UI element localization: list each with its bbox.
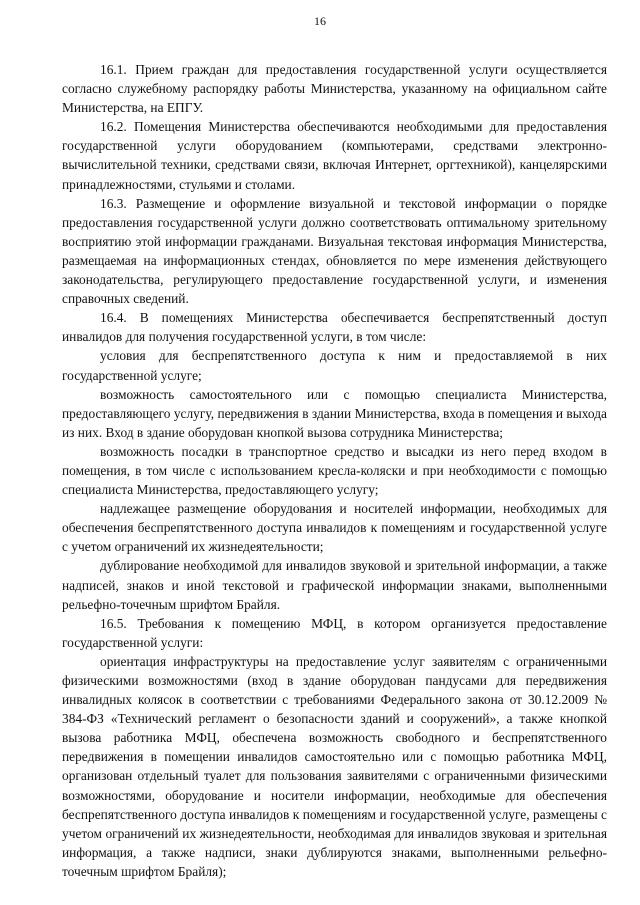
list-item-braille-duplication: дублирование необходимой для инвалидов звуковой и зрительной информации, а также надписей, знаков и иной текстовой и графической информации знаками, выполненными рельефно-точечным шрифтом Брайля. — [62, 558, 607, 612]
paragraph-16-3: 16.3. Размещение и оформление визуальной и текстовой информации о порядке предоставления государственной услуги должно соответствовать оптимальному зрительному восприятию этой информации гражданами. Визуальная текстовая информация Министерства, размещаемая на информационных стендах, обновляется по мере изменения действующего законодательства, регулирующего предоставление государственной услуги, и изменения справочных сведений. — [62, 195, 607, 307]
list-item-mfc-infrastructure: ориентация инфраструктуры на предоставление услуг заявителям с ограниченными физическими возможностями (вход в здание оборудован пандусами для передвижения инвалидных колясок в соответствии с требованиями Федерального закона от 30.12.2009 № 384-ФЗ «Технический регламент о безопасности зданий и сооружений», а также кнопкой вызова работника МФЦ, обеспечена возможность свободного и беспрепятственного передвижения в помещении инвалидов самостоятельно или с помощью работника МФЦ, организован отдельный туалет для пользования заявителями с ограниченными физическими возможностями, оборудование и носители информации, необходимые для обеспечения беспрепятственного доступа инвалидов к помещениям и государственной услуге, размещены с учетом ограничений их жизнедеятельности, необходимая для инвалидов звуковая и зрительная информация, а также надписи, знаки дублируются знаками, выполненными рельефно-точечным шрифтом Брайля); — [62, 653, 607, 879]
document-body — [62, 60, 607, 881]
paragraph-16-5: 16.5. Требования к помещению МФЦ, в котором организуется предоставление государственной услуги: — [62, 615, 607, 650]
paragraph-16-1: 16.1. Прием граждан для предоставления государственной услуги осуществляется согласно служебному распорядку работы Министерства, указанному на официальном сайте Министерства, на ЕПГУ. — [62, 62, 607, 116]
paragraph-16-2: 16.2. Помещения Министерства обеспечиваются необходимыми для предоставления государственной услуги оборудованием (компьютерами, средствами электронно-вычислительной техники, средствами связи, включая Интернет, оргтехникой), канцелярскими принадлежностями, стульями и столами. — [62, 119, 607, 192]
list-item-transport-boarding: возможность посадки в транспортное средство и высадки из него перед входом в помещения, в том числе с использованием кресла-коляски и при необходимости с помощью специалиста Министерства, предоставляющего услугу; — [62, 443, 607, 498]
list-item-movement-possibility: возможность самостоятельного или с помощью специалиста Министерства, предоставляющего услугу, передвижения в здании Министерства, входа в помещения и выхода из них. Вход в здание оборудован кнопкой вызова сотрудника Министерства; — [62, 386, 607, 440]
list-item-equipment-placement: надлежащее размещение оборудования и носителей информации, необходимых для обеспечения беспрепятственного доступа инвалидов к помещениям и государственной услуге с учетом ограничений их жизнедеятельности; — [62, 501, 607, 555]
page-number: 16 — [314, 14, 326, 28]
list-item-access-conditions: условия для беспрепятственного доступа к ним и предоставляемой в них государственной услуге; — [62, 348, 607, 383]
paragraph-16-4: 16.4. В помещениях Министерства обеспечивается беспрепятственный доступ инвалидов для получения государственной услуги, в том числе: — [62, 310, 607, 345]
